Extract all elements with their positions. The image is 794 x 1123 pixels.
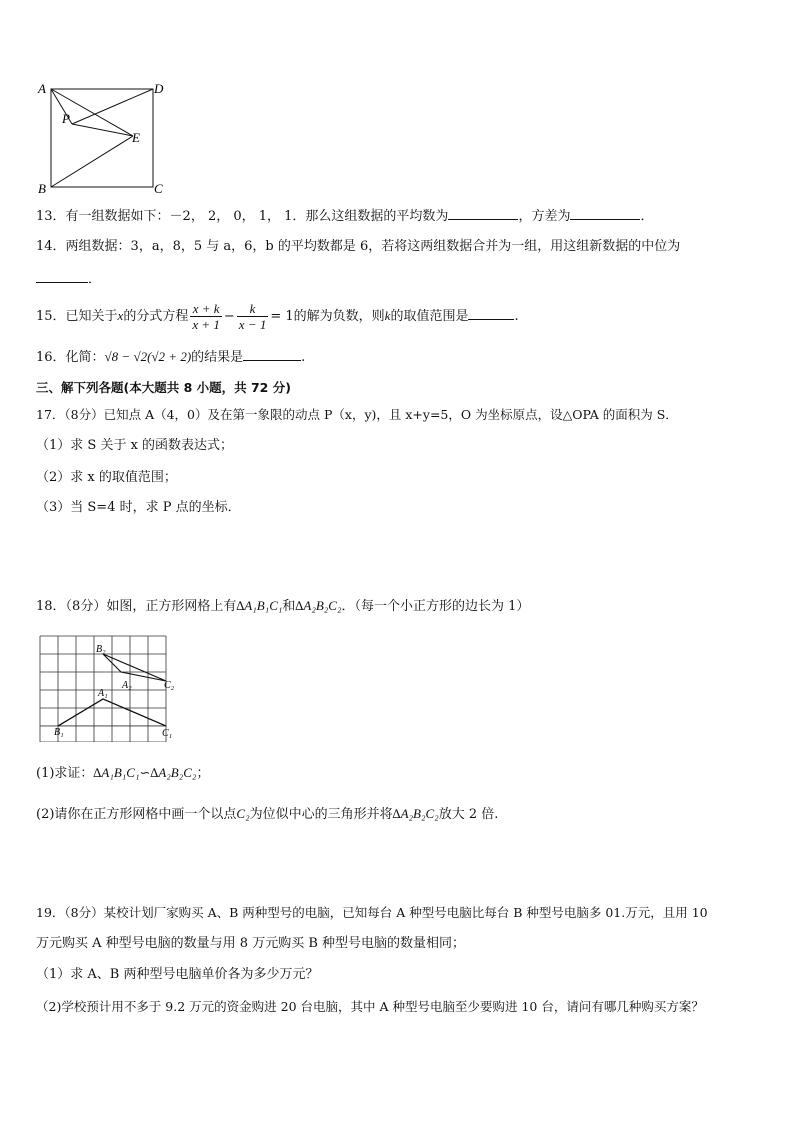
q18-p2-end: 放大 2 倍. <box>438 807 499 822</box>
q15-mid3: 的取值范围是 <box>390 309 469 324</box>
q15-frac1-num: x + k <box>190 301 222 317</box>
label-P: P <box>62 111 70 126</box>
q16-end: . <box>301 350 306 365</box>
question-18-part-1 <box>36 765 209 782</box>
square-grid-figure <box>34 632 184 742</box>
q13-text: 13．有一组数据如下：－2， 2， 0， 1， 1．那么这组数据的平均数为 <box>36 209 449 224</box>
q15-var-x: x <box>117 308 124 323</box>
q15-blank <box>468 307 514 320</box>
q13-blank-mean <box>448 207 518 220</box>
question-14-answer <box>36 270 101 288</box>
q15-frac1-den: x + 1 <box>192 317 220 332</box>
q13-mid: ，方差为 <box>518 209 571 224</box>
question-17-part-3: （3）当 S=4 时，求 P 点的坐标． <box>36 500 241 515</box>
grid-label-B1: B₁ <box>54 727 64 738</box>
q13-end: ． <box>640 209 654 224</box>
grid-label-C1: C₁ <box>162 728 173 739</box>
square-figure <box>34 80 174 198</box>
q18-suffix: ．（每一个小正方形的边长为 1） <box>341 599 530 614</box>
q15-prefix: 15．已知关于 <box>36 309 118 324</box>
q15-eq: = 1 <box>270 309 294 324</box>
question-18 <box>36 598 529 615</box>
q15-minus: − <box>223 309 235 324</box>
q13-blank-variance <box>570 207 640 220</box>
question-19-line-2: 万元购买 A 种型号电脑的数量与用 8 万元购买 B 种型号电脑的数量相同； <box>36 936 466 951</box>
q15-fraction-2 <box>237 301 269 332</box>
q18-and: 和 <box>282 599 296 614</box>
question-13 <box>36 207 653 225</box>
grid-label-A2: A₂ <box>122 680 132 691</box>
label-E: E <box>132 130 140 145</box>
q15-frac2-den: x − 1 <box>238 317 267 332</box>
question-16 <box>36 348 305 366</box>
q16-expression: √8 − √2(√2 + 2) <box>104 349 192 364</box>
q15-frac2-num: k <box>237 301 269 317</box>
label-A: A <box>38 81 46 96</box>
label-D: D <box>154 81 164 96</box>
q18-prefix: 18．（8分）如图，正方形网格上有 <box>36 599 237 614</box>
q18-p2-triangle: ∆A₂B₂C₂ <box>392 806 439 821</box>
section-3-heading: 三、解下列各题(本大题共 8 小题，共 72 分) <box>36 380 291 395</box>
q15-end: . <box>514 309 519 324</box>
question-17-part-1: （1）求 S 关于 x 的函数表达式； <box>36 438 234 453</box>
q14-line1: 14．两组数据：3，a，8，5 与 a，6，b 的平均数都是 6，若将这两组数据合并为一组，用这组新数据的中位为 <box>36 239 681 254</box>
q18-p1-expression: ∆A₁B₁C₁∽∆A₂B₂C₂ <box>93 765 197 780</box>
question-19-line-1: 19．（8分）某校计划厂家购买 A、B 两种型号的电脑，已知每台 A 种型号电脑比每台 B 种型号电脑多 01.万元，且用 10 <box>36 905 708 920</box>
grid-label-B2: B₂ <box>96 644 106 655</box>
q15-mid1: 的分式方程 <box>123 309 189 324</box>
q15-mid2: 的解为负数，则 <box>293 309 385 324</box>
label-B: B <box>38 181 46 196</box>
q15-fraction-1 <box>190 301 222 332</box>
question-15 <box>36 298 519 335</box>
q15-var-k: k <box>384 308 391 323</box>
question-17: 17．（8分）已知点 A（4，0）及在第一象限的动点 P（x，y)，且 x+y=5，O 为坐标原点，设△OPA 的面积为 S． <box>36 407 678 422</box>
q18-triangle-1: ∆A₁B₁C₁ <box>236 598 283 613</box>
q18-p2-point: C₂ <box>236 806 250 821</box>
grid-label-C2: C₂ <box>164 680 175 691</box>
question-18-part-2 <box>36 806 498 823</box>
q14-blank <box>36 270 88 283</box>
q18-p1-end: ； <box>196 766 210 781</box>
label-C: C <box>154 181 163 196</box>
question-19-part-2: （2)学校预计用不多于 9.2 万元的资金购进 20 台电脑，其中 A 种型号电脑至少要购进 10 台，请问有哪几种购买方案？ <box>36 999 704 1014</box>
question-19-part-1: （1）求 A、B 两种型号电脑单价各为多少万元？ <box>36 967 319 982</box>
q18-p2-mid: 为位似中心的三角形并将 <box>249 807 393 822</box>
q16-mid: 的结果是 <box>191 350 244 365</box>
q16-prefix: 16．化简： <box>36 350 105 365</box>
q14-end: ． <box>88 272 102 287</box>
question-17-part-2: （2）求 x 的取值范围； <box>36 470 177 485</box>
q16-blank <box>243 348 301 361</box>
question-14 <box>36 239 680 255</box>
q18-p2-prefix: (2)请你在正方形网格中画一个以点 <box>36 807 237 822</box>
grid-label-A1: A₁ <box>98 688 108 699</box>
q18-p1-prefix: (1)求证： <box>36 766 94 781</box>
q18-triangle-2: ∆A₂B₂C₂ <box>295 598 342 613</box>
